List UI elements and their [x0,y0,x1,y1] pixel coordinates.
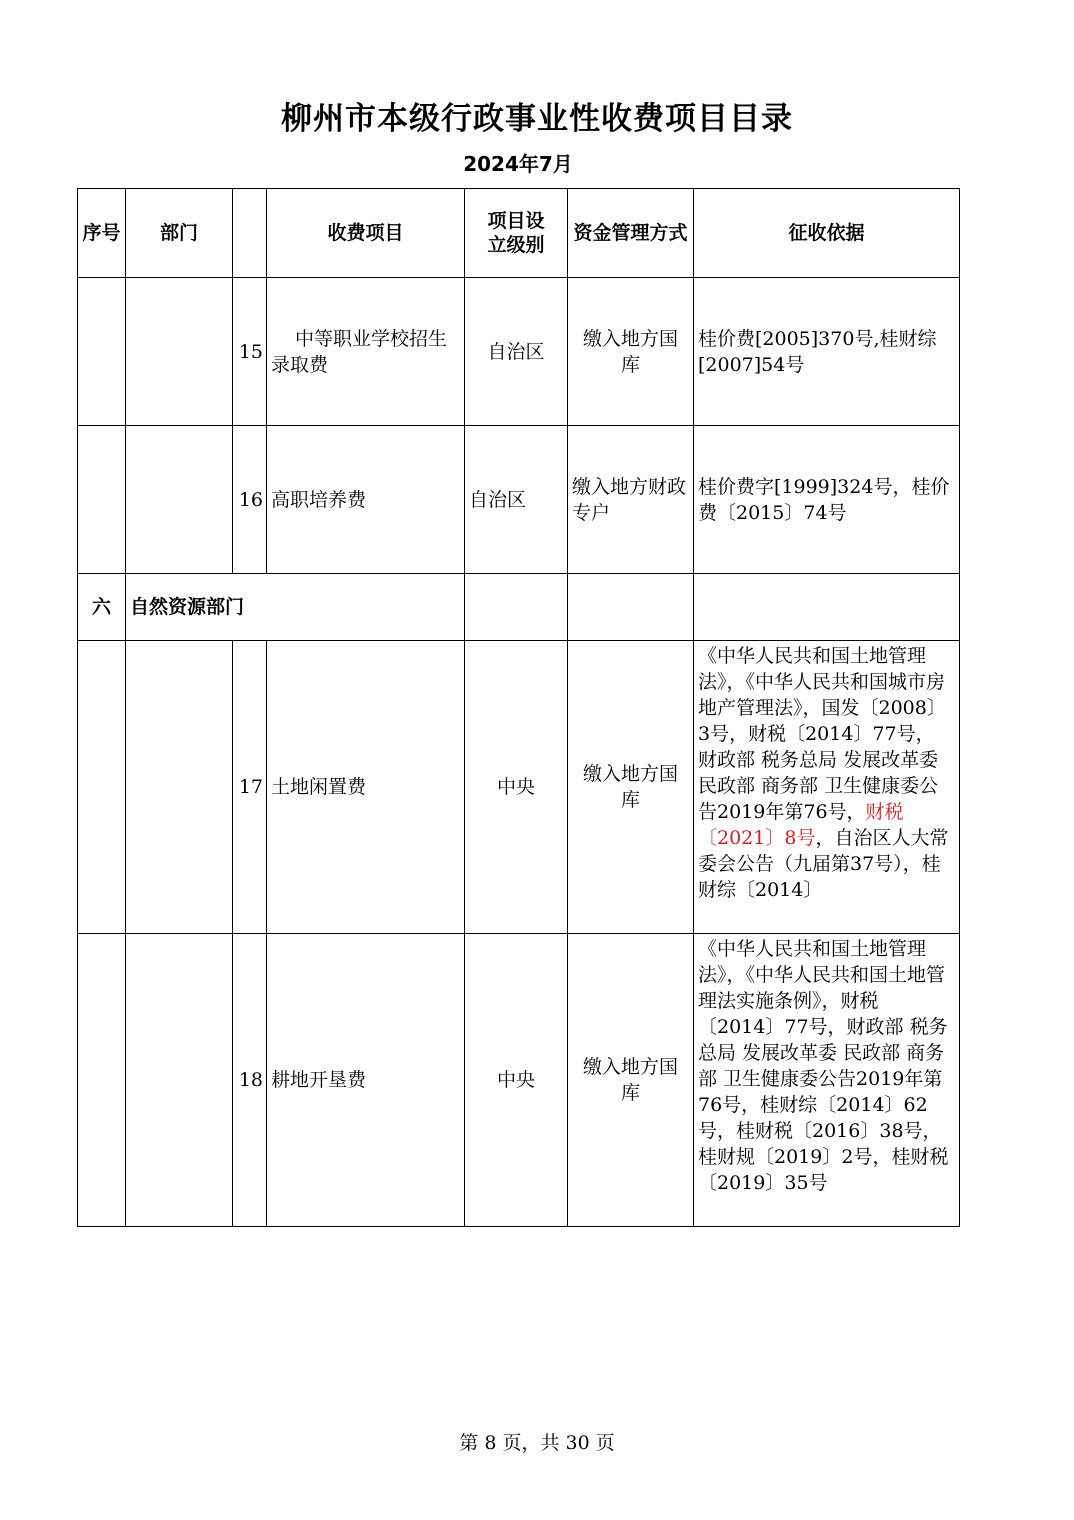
table-row [78,278,960,426]
row-item: 土地闲置费 [267,641,465,934]
highlighted-citation: 财税〔2021〕8号 [698,801,904,849]
row-item: 高职培养费 [267,426,465,574]
fee-table [77,188,960,1227]
row-number: 15 [233,278,267,426]
header-basis: 征收依据 [694,189,960,278]
section-name: 自然资源部门 [126,574,465,641]
row-level: 中央 [465,641,568,934]
row-number: 17 [233,641,267,934]
row-number: 18 [233,934,267,1227]
row-basis: 《中华人民共和国土地管理法》，《中华人民共和国城市房地产管理法》，国发〔2008〕3号，财税〔2014〕77号，财政部 税务总局 发展改革委 民政部 商务部 卫生健康委公告2019年第76号，财税〔2021〕8号，自治区人大常委会公告（九届第37号），桂财综〔2014〕 [694,641,960,934]
section-row [78,574,960,641]
row-item: 中等职业学校招生录取费 [267,278,465,426]
table-row [78,426,960,574]
header-level: 项目设立级别 [465,189,568,278]
page-title: 柳州市本级行政事业性收费项目目录 [281,101,793,137]
table-row [78,641,960,934]
row-mgmt: 缴入地方国库 [568,641,694,934]
section-number: 六 [78,574,126,641]
header-row [78,189,960,278]
page-subtitle: 2024年7月 [463,152,573,176]
row-level: 自治区 [465,278,568,426]
header-blank [233,189,267,278]
header-mgmt: 资金管理方式 [568,189,694,278]
row-mgmt: 缴入地方国库 [568,278,694,426]
row-mgmt: 缴入地方财政专户 [568,426,694,574]
header-seq: 序号 [78,189,126,278]
header-dept: 部门 [126,189,233,278]
row-level: 自治区 [465,426,568,574]
row-basis: 桂价费[2005]370号,桂财综[2007]54号 [694,278,960,426]
table-row [78,934,960,1227]
row-number: 16 [233,426,267,574]
row-level: 中央 [465,934,568,1227]
row-item: 耕地开垦费 [267,934,465,1227]
row-basis: 《中华人民共和国土地管理法》，《中华人民共和国土地管理法实施条例》，财税〔2014〕77号，财政部 税务总局 发展改革委 民政部 商务部 卫生健康委公告2019年第76号，桂财综〔2014〕62号，桂财税〔2016〕38号，桂财规〔2019〕2号，桂财税〔2019〕35号 [694,934,960,1227]
row-mgmt: 缴入地方国库 [568,934,694,1227]
header-item: 收费项目 [267,189,465,278]
row-basis: 桂价费字[1999]324号，桂价费〔2015〕74号 [694,426,960,574]
page-footer: 第 8 页，共 30 页 [459,1432,615,1454]
